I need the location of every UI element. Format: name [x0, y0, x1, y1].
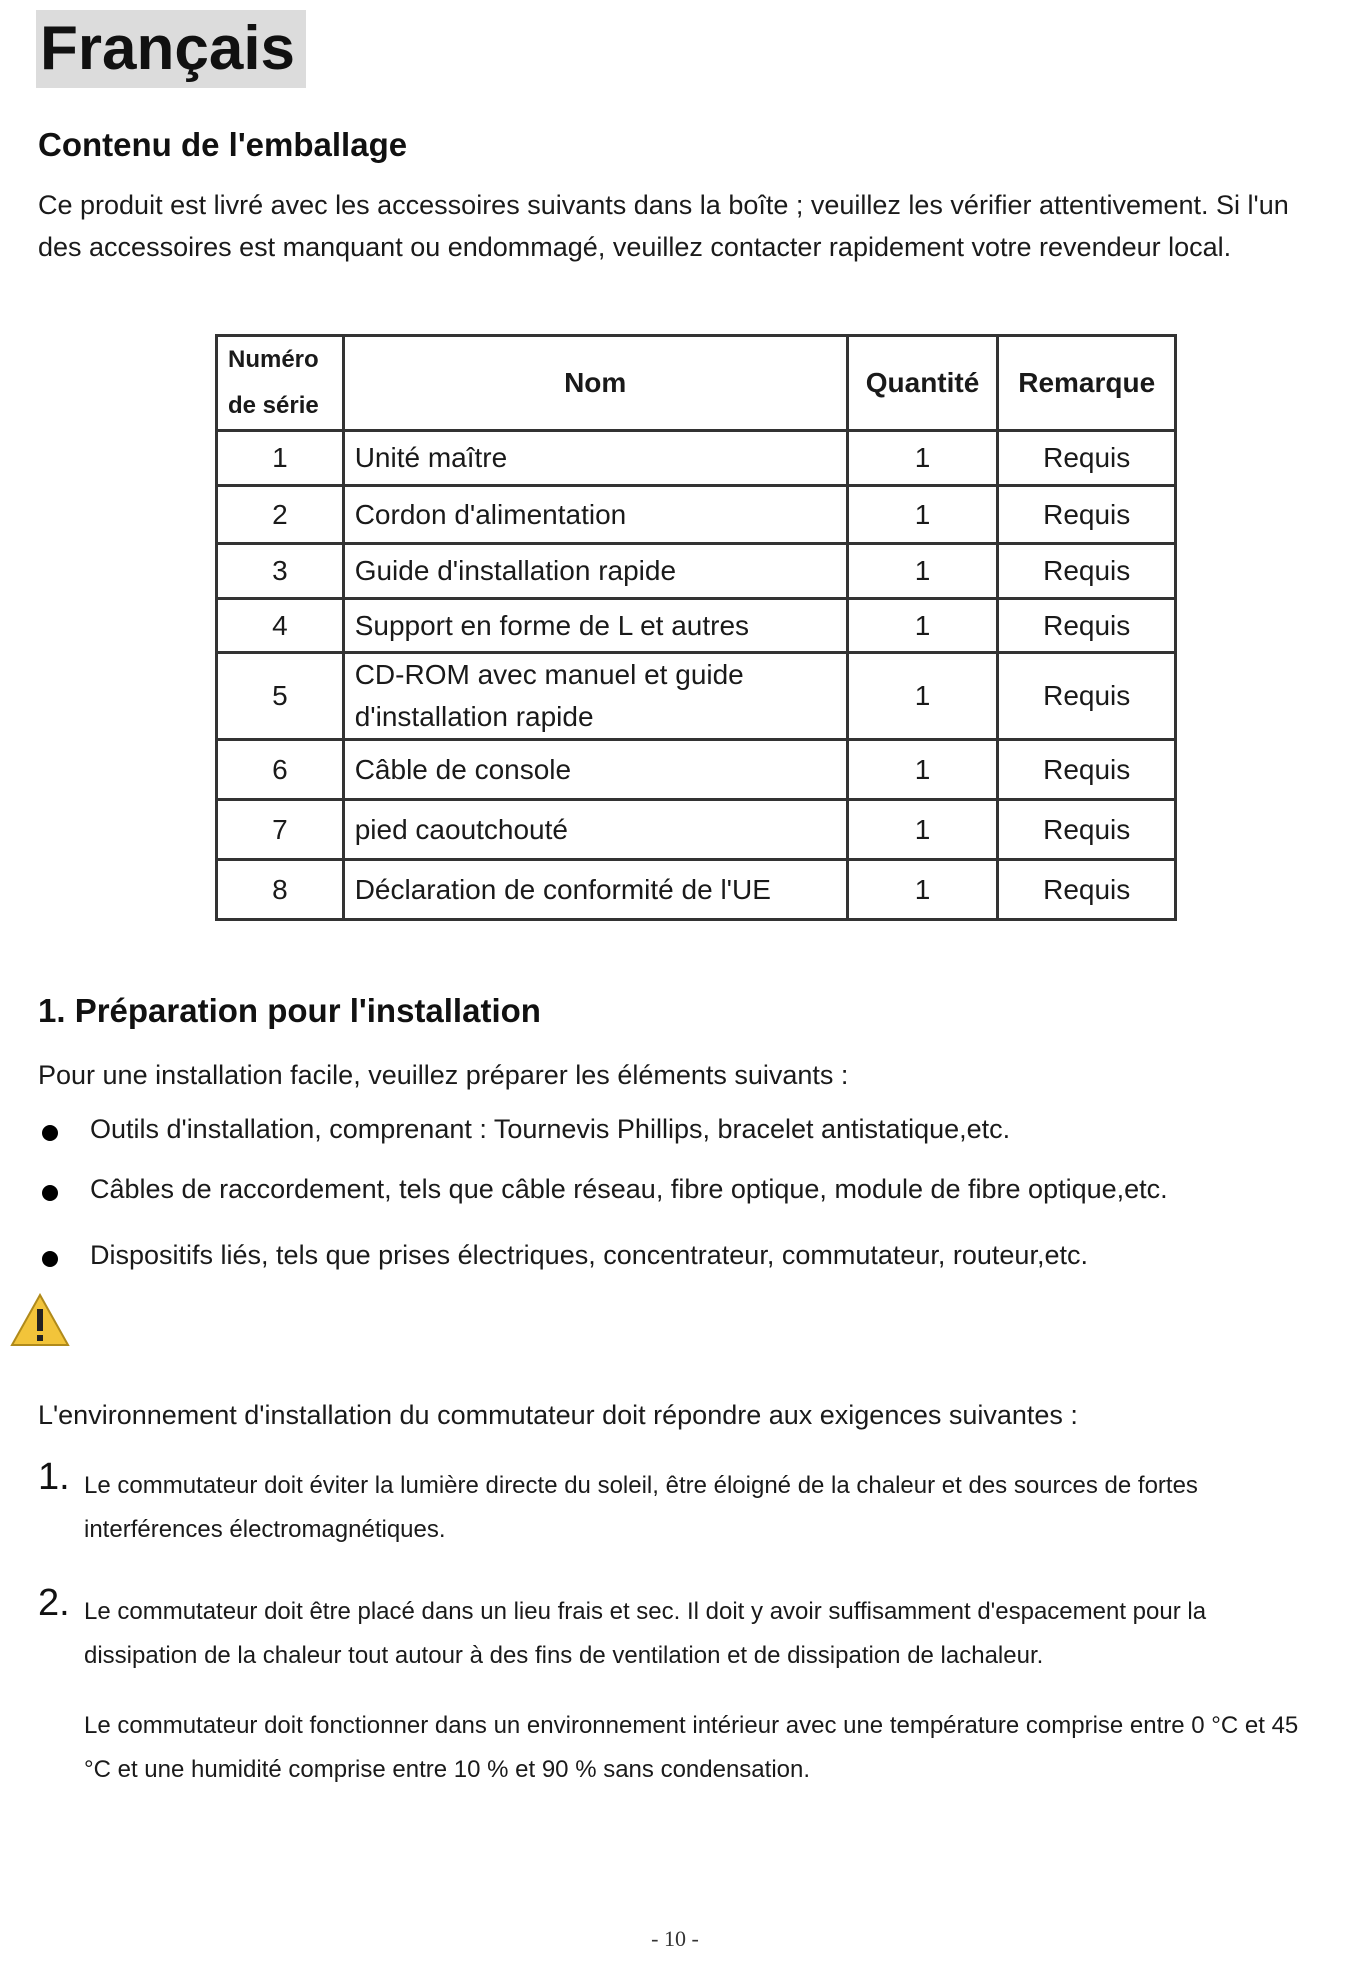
- row-number: 5: [217, 653, 344, 740]
- header-serial-line2: de série: [228, 392, 319, 419]
- row-name: Câble de console: [343, 740, 847, 800]
- table-header-row: [217, 336, 1176, 431]
- bullet-text: Câbles de raccordement, tels que câble réseau, fibre optique, module de fibre optique,etc.: [90, 1174, 1168, 1204]
- row-quantity: 1: [847, 800, 998, 860]
- contents-intro: Ce produit est livré avec les accessoires suivants dans la boîte ; veuillez les vérifier attentivement. Si l'un des accessoires est manquant ou endommagé, veuillez contacter rapidement votre revendeur local.: [38, 190, 1289, 262]
- row-name: pied caoutchouté: [343, 800, 847, 860]
- environment-intro: L'environnement d'installation du commutateur doit répondre aux exigences suivantes :: [38, 1400, 1078, 1430]
- header-name: Nom: [343, 336, 847, 431]
- row-remark: Requis: [998, 431, 1176, 486]
- requirement-text: Le commutateur doit éviter la lumière directe du soleil, être éloigné de la chaleur et des sources de fortes interférences électromagnétiques.: [84, 1472, 1198, 1543]
- row-quantity: 1: [847, 653, 998, 740]
- row-remark: Requis: [998, 599, 1176, 653]
- table-row: [217, 486, 1176, 544]
- bullet-text: Dispositifs liés, tels que prises électriques, concentrateur, commutateur, routeur,etc.: [90, 1240, 1088, 1270]
- row-remark: Requis: [998, 653, 1176, 740]
- requirement-number: 2.: [38, 1582, 70, 1624]
- row-quantity: 1: [847, 599, 998, 653]
- header-quantity: Quantité: [847, 336, 998, 431]
- requirement-text: Le commutateur doit être placé dans un lieu frais et sec. Il doit y avoir suffisamment d'espacement pour la dissipation de la chaleur tout autour à des fins de ventilation et de dissipation de lachaleur.: [84, 1598, 1207, 1669]
- header-serial-number: [217, 336, 344, 431]
- contents-heading: Contenu de l'emballage: [38, 126, 408, 163]
- row-quantity: 1: [847, 431, 998, 486]
- bullet-dot-icon: [42, 1251, 58, 1267]
- table-row: [217, 653, 1176, 740]
- bullet-text: Outils d'installation, comprenant : Tournevis Phillips, bracelet antistatique,etc.: [90, 1114, 1011, 1144]
- row-number: 1: [217, 431, 344, 486]
- row-remark: Requis: [998, 486, 1176, 544]
- table-row: [217, 599, 1176, 653]
- language-title: Français: [36, 10, 306, 88]
- row-quantity: 1: [847, 486, 998, 544]
- row-number: 3: [217, 544, 344, 599]
- bullet-dot-icon: [42, 1125, 58, 1141]
- package-contents-table: [215, 334, 1177, 921]
- page-number: - 10 -: [651, 1926, 699, 1951]
- row-remark: Requis: [998, 740, 1176, 800]
- bullet-dot-icon: [42, 1185, 58, 1201]
- preparation-intro: Pour une installation facile, veuillez préparer les éléments suivants :: [38, 1060, 849, 1090]
- row-remark: Requis: [998, 800, 1176, 860]
- row-quantity: 1: [847, 544, 998, 599]
- row-name: Support en forme de L et autres: [343, 599, 847, 653]
- row-remark: Requis: [998, 544, 1176, 599]
- row-quantity: 1: [847, 740, 998, 800]
- table-row: [217, 544, 1176, 599]
- row-quantity: 1: [847, 860, 998, 920]
- table-row: [217, 431, 1176, 486]
- row-number: 7: [217, 800, 344, 860]
- row-number: 2: [217, 486, 344, 544]
- table-row: [217, 800, 1176, 860]
- row-name: Déclaration de conformité de l'UE: [343, 860, 847, 920]
- row-number: 6: [217, 740, 344, 800]
- row-number: 8: [217, 860, 344, 920]
- row-remark: Requis: [998, 860, 1176, 920]
- preparation-heading: 1. Préparation pour l'installation: [38, 992, 541, 1029]
- table-row: [217, 860, 1176, 920]
- header-serial-line1: Numéro: [228, 346, 319, 373]
- warning-triangle-icon: [10, 1293, 70, 1347]
- row-name: CD-ROM avec manuel et guide d'installation rapide: [343, 653, 847, 740]
- header-remark: Remarque: [998, 336, 1176, 431]
- row-number: 4: [217, 599, 344, 653]
- temperature-note-text: Le commutateur doit fonctionner dans un environnement intérieur avec une température comprise entre 0 °C et 45 °C et une humidité comprise entre 10 % et 90 % sans condensation.: [84, 1712, 1299, 1783]
- row-name: Unité maître: [343, 431, 847, 486]
- requirement-number: 1.: [38, 1456, 70, 1498]
- row-name: Guide d'installation rapide: [343, 544, 847, 599]
- table-row: [217, 740, 1176, 800]
- row-name: Cordon d'alimentation: [343, 486, 847, 544]
